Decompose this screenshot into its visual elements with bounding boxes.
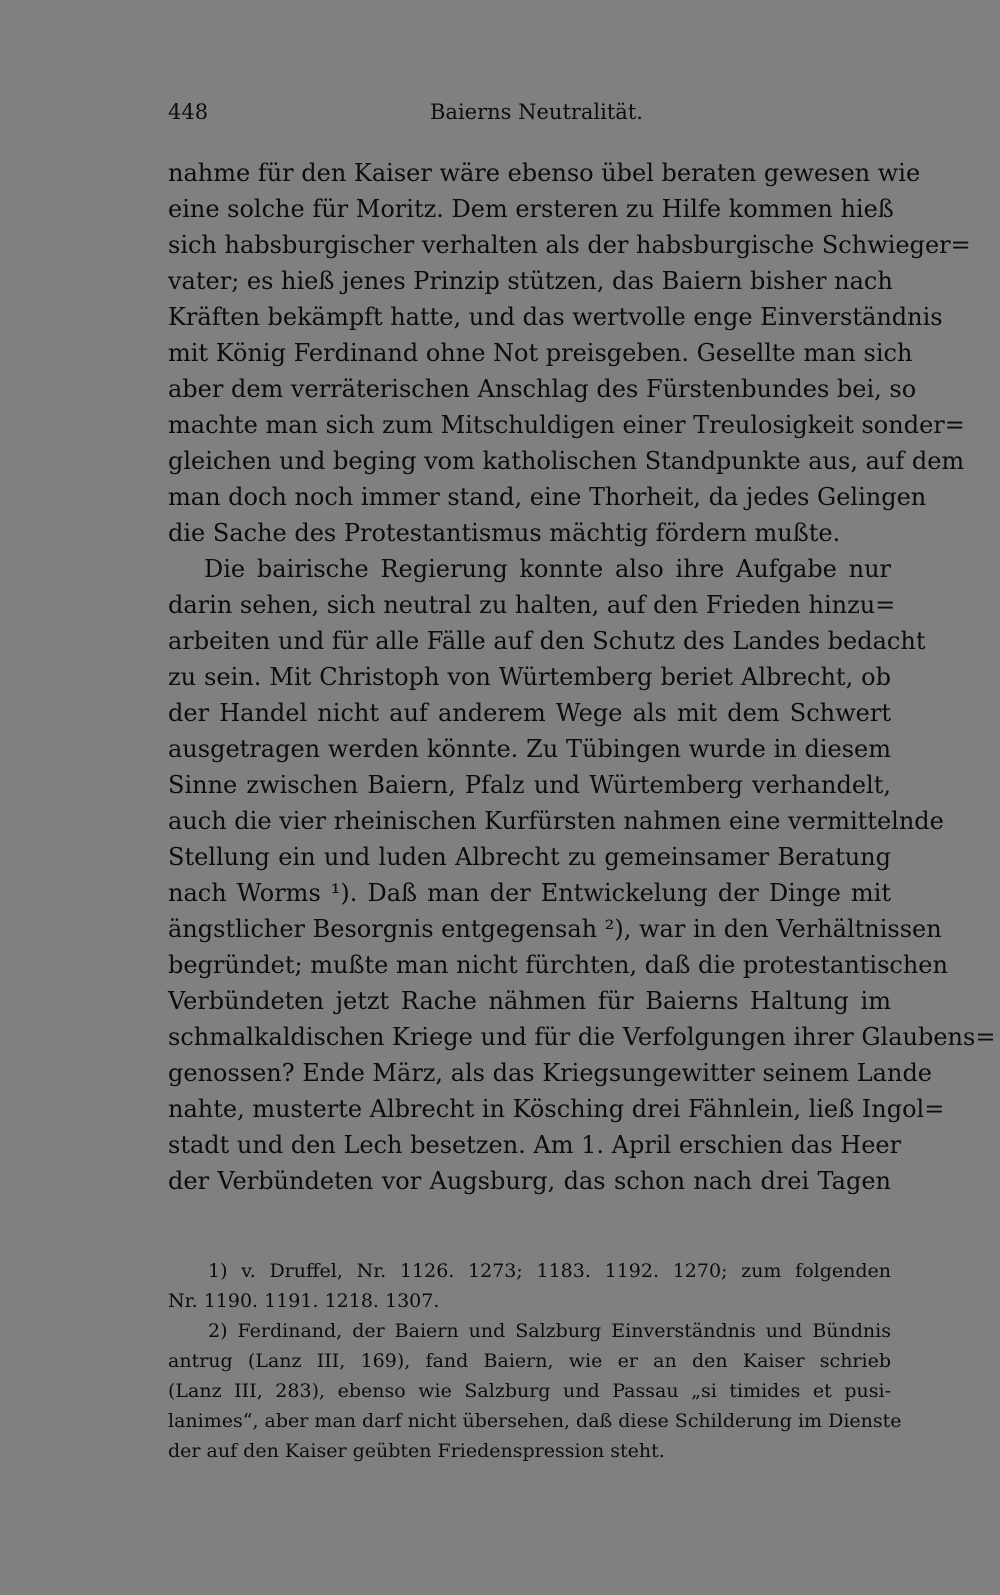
text-line: der Handel nicht auf anderem Wege als mit dem Schwert [168, 699, 891, 727]
text-line: vater; es hieß jenes Prinzip stützen, das Baiern bisher nach [168, 267, 893, 295]
text-line: man doch noch immer stand, eine Thorheit, da jedes Gelingen [168, 483, 927, 511]
footnote-line: antrug (Lanz III, 169), fand Baiern, wie er an den Kaiser schrieb [168, 1350, 891, 1372]
text-line: aber dem verräterischen Anschlag des Fürstenbundes bei, so [168, 375, 917, 403]
text-line: eine solche für Moritz. Dem ersteren zu Hilfe kommen hieß [168, 195, 894, 223]
text-line: zu sein. Mit Christoph von Würtemberg beriet Albrecht, ob [168, 663, 891, 691]
text-line: auch die vier rheinischen Kurfürsten nahmen eine vermittelnde [168, 807, 944, 835]
text-line: stadt und den Lech besetzen. Am 1. April erschien das Heer [168, 1131, 902, 1159]
footnote-line: 1) v. Druffel, Nr. 1126. 1273; 1183. 1192. 1270; zum folgenden [208, 1260, 891, 1282]
text-line: gleichen und beging vom katholischen Standpunkte aus, auf dem [168, 447, 965, 475]
text-line: Verbündeten jetzt Rache nähmen für Baierns Haltung im [168, 987, 891, 1015]
footnote-line: lanimes“, aber man darf nicht übersehen, daß diese Schilderung im Dienste [168, 1410, 902, 1432]
text-line: die Sache des Protestantismus mächtig fördern mußte. [168, 519, 841, 547]
footnote-line: (Lanz III, 283), ebenso wie Salzburg und Passau „si timides et pusi- [168, 1380, 891, 1402]
text-line: darin sehen, sich neutral zu halten, auf den Frieden hinzu= [168, 591, 896, 619]
text-line: genossen? Ende März, als das Kriegsungewitter seinem Lande [168, 1059, 933, 1087]
text-line: ängstlicher Besorgnis entgegensah ²), war in den Verhältnissen [168, 915, 942, 943]
footnote-line: der auf den Kaiser geübten Friedenspression steht. [168, 1440, 665, 1462]
text-line: Kräften bekämpft hatte, und das wertvolle enge Einverständnis [168, 303, 943, 331]
text-line: Stellung ein und luden Albrecht zu gemeinsamer Beratung [168, 843, 891, 871]
text-line: nach Worms ¹). Daß man der Entwickelung der Dinge mit [168, 879, 891, 907]
footnotes [168, 1256, 902, 1466]
text-line: begründet; mußte man nicht fürchten, daß die protestantischen [168, 951, 948, 979]
text-line: schmalkaldischen Kriege und für die Verfolgungen ihrer Glaubens= [168, 1023, 996, 1051]
text-line: Die bairische Regierung konnte also ihre Aufgabe nur [204, 555, 891, 583]
text-line: mit König Ferdinand ohne Not preisgeben. Gesellte man sich [168, 339, 913, 367]
footnote-line: Nr. 1190. 1191. 1218. 1307. [168, 1290, 440, 1312]
text-line: Sinne zwischen Baiern, Pfalz und Würtemberg verhandelt, [168, 771, 891, 799]
footnote-line: 2) Ferdinand, der Baiern und Salzburg Einverständnis und Bündnis [208, 1320, 891, 1342]
text-line: machte man sich zum Mitschuldigen einer Treulosigkeit sonder= [168, 411, 965, 439]
text-line: nahte, musterte Albrecht in Kösching drei Fähnlein, ließ Ingol= [168, 1095, 945, 1123]
text-line: der Verbündeten vor Augsburg, das schon nach drei Tagen [168, 1167, 891, 1195]
text-line: arbeiten und für alle Fälle auf den Schutz des Landes bedacht [168, 627, 926, 655]
text-line: ausgetragen werden könnte. Zu Tübingen wurde in diesem [168, 735, 891, 763]
running-title: Baierns Neutralität. [430, 100, 643, 124]
body-text [168, 155, 996, 1199]
page-number: 448 [168, 100, 209, 124]
text-line: sich habsburgischer verhalten als der habsburgische Schwieger= [168, 231, 971, 259]
page-header [168, 100, 833, 132]
text-line: nahme für den Kaiser wäre ebenso übel beraten gewesen wie [168, 159, 921, 187]
